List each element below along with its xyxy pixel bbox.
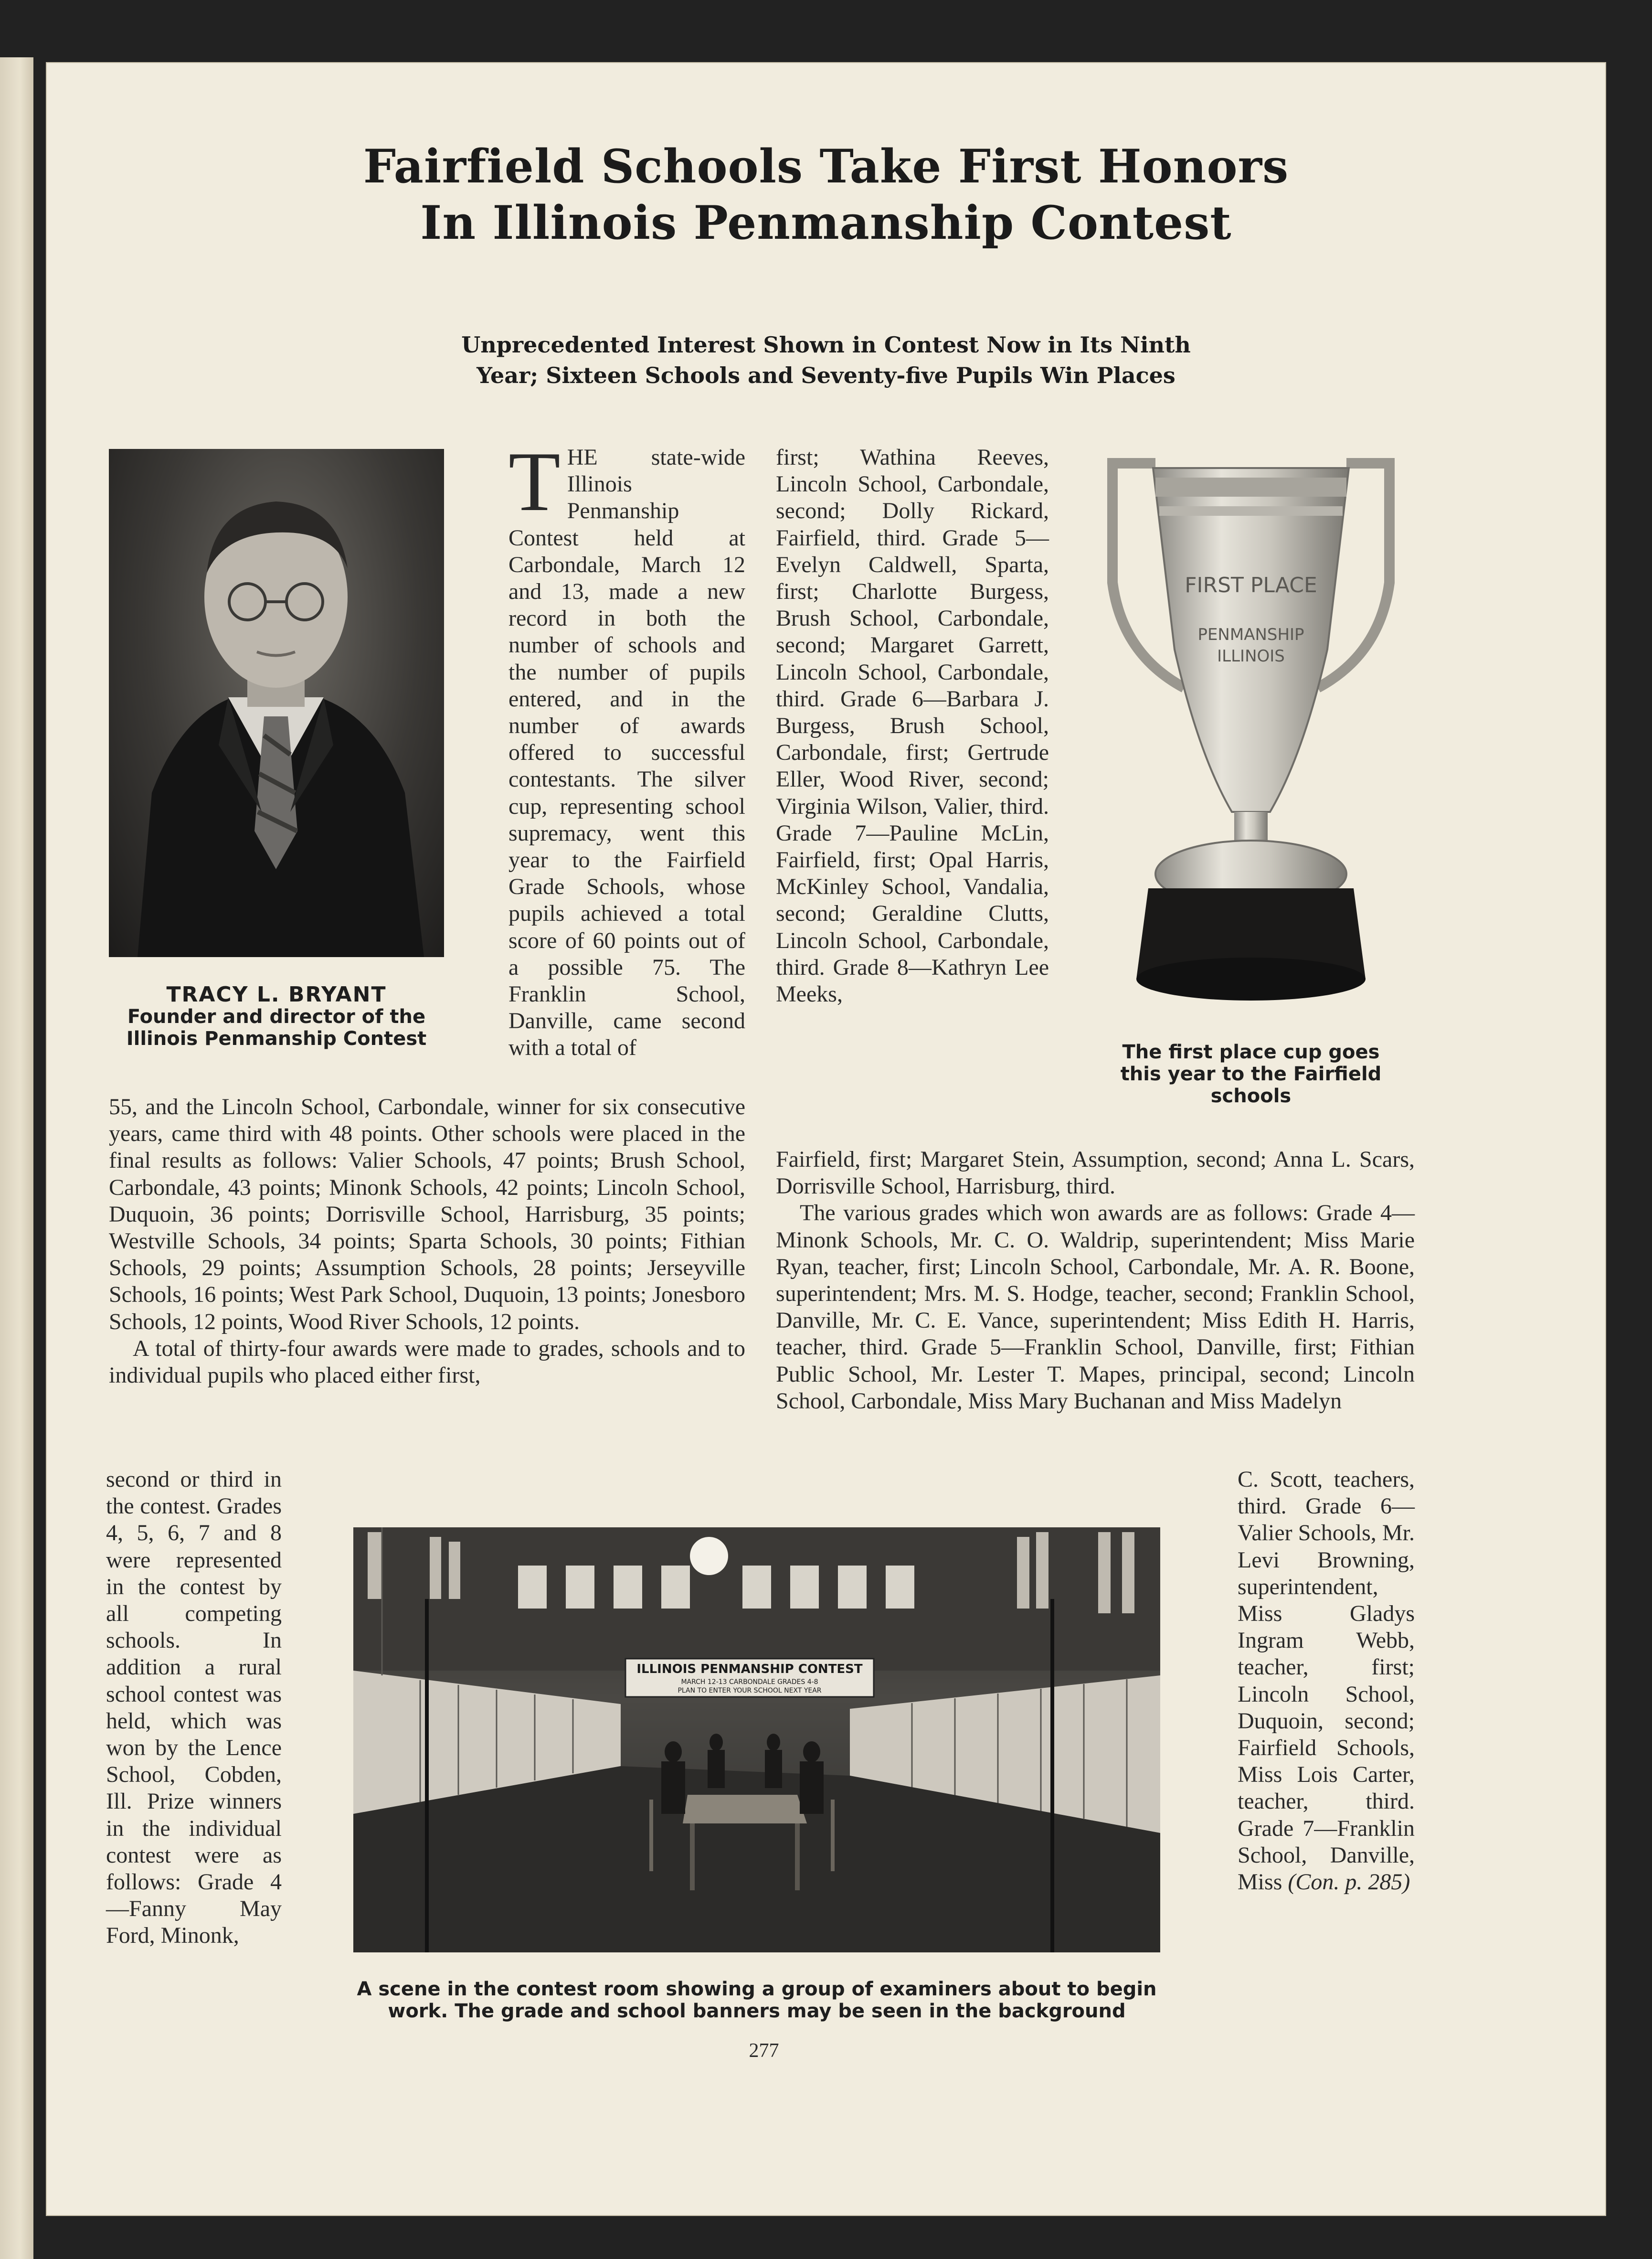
- body-paragraph-individual: second or third in the contest. Grades 4, 5, 6, 7 and 8 were represented in the contest by all competing schools. In addition a rural school contest was held, which was won by the Lence School, Cobden, Ill. Prize winners in the individual contest were as follows: Grade 4—Fanny May Ford, Minonk,: [106, 1467, 282, 1949]
- room-photo-caption: [353, 1978, 1160, 2022]
- trophy-caption-line-2: this year to the Fairfield: [1120, 1063, 1382, 1085]
- room-banner-title: ILLINOIS PENMANSHIP CONTEST: [636, 1662, 863, 1676]
- portrait-photo: [109, 449, 444, 957]
- room-banner-line-2: MARCH 12-13 CARBONDALE GRADES 4-8: [681, 1678, 818, 1686]
- body-paragraph-opening: HE state-wide Illinois Penmanship Contest held at Carbondale, March 12 and 13, made a new record in both the number of schools and the number of pupils entered, and in the number of awards offered to successful contestants. The silver cup, representing school supremacy, went this year to the Fairfield Grade Schools, whose pupils achieved a total score of 60 points out of a possible 75. The Franklin School, Danville, came second with a total of: [508, 445, 745, 1061]
- room-caption-line-2: work. The grade and school banners may be seen in the background: [388, 2000, 1126, 2022]
- portrait-caption-line-1: Founder and director of the: [127, 1006, 426, 1028]
- room-banner-line-3: PLAN TO ENTER YOUR SCHOOL NEXT YEAR: [678, 1687, 822, 1694]
- trophy-engraving-line-3: ILLINOIS: [1217, 647, 1285, 666]
- article-subheadline: [46, 330, 1606, 391]
- article-headline: [46, 139, 1606, 251]
- contest-room-illustration: [353, 1527, 1160, 1952]
- body-paragraph-grades-continued: [1238, 1466, 1415, 1896]
- grades-continued-text: C. Scott, teachers, third. Grade 6—Valier Schools, Mr. Levi Browning, superintendent, Miss Gladys Ingram Webb, teacher, first; Lincoln School, Duquoin, second; Fairfield Schools, Miss Lois Carter, teacher, third. Grade 7—Franklin School, Danville, Miss: [1238, 1467, 1415, 1895]
- page-number: 277: [749, 2040, 779, 2062]
- drop-cap: T: [508, 434, 561, 529]
- body-block-left-wide: [109, 1094, 745, 1389]
- body-paragraph-winners: first; Wathina Reeves, Lincoln School, Carbondale, second; Dolly Rickard, Fairfield, third. Grade 5—Evelyn Caldwell, Sparta, first; Charlotte Burgess, Brush School, Carbondale, second; Margaret Garrett, Lincoln School, Carbondale, third. Grade 6—Barbara J. Burgess, Brush School, Carbondale, first; Gertrude Eller, Wood River, second; Virginia Wilson, Valier, third. Grade 7—Pauline McLin, Fairfield, first; Opal Harris, McKinley School, Vandalia, second; Geraldine Clutts, Lincoln School, Carbondale, third. Grade 8—Kathryn Lee Meeks,: [776, 445, 1049, 1007]
- contest-room-photo: [353, 1527, 1160, 1952]
- body-column-2: [508, 434, 745, 1062]
- body-column-3: [776, 444, 1049, 1008]
- room-caption-line-1: A scene in the contest room showing a group of examiners about to begin: [357, 1978, 1157, 2000]
- trophy-cup-icon: [1103, 449, 1399, 1041]
- portrait-caption-line-2: Illinois Penmanship Contest: [126, 1028, 427, 1050]
- body-block-right-wide: [776, 1146, 1415, 1415]
- trophy-caption-line-1: The first place cup goes: [1122, 1041, 1380, 1063]
- trophy-engraving-line-1: FIRST PLACE: [1185, 573, 1317, 597]
- body-column-right-narrow: [1238, 1466, 1415, 1896]
- body-paragraph-grade8: Fairfield, first; Margaret Stein, Assumption, second; Anna L. Scars, Dorrisville School, Harrisburg, third.: [776, 1147, 1415, 1199]
- trophy-caption-line-3: schools: [1210, 1085, 1292, 1107]
- portrait-caption: [109, 984, 444, 1050]
- body-paragraph-awards: A total of thirty-four awards were made to grades, schools and to individual pupils who placed either first,: [109, 1335, 745, 1388]
- portrait-name: TRACY L. BRYANT: [166, 982, 387, 1007]
- portrait-illustration: [109, 449, 444, 957]
- body-column-left-narrow: [106, 1466, 282, 1950]
- body-paragraph-standings: 55, and the Lincoln School, Carbondale, winner for six consecutive years, came third with 48 points. Other schools were placed in the final results as follows: Valier Schools, 47 points; Brush School, Carbondale, 43 points; Minonk Schools, 42 points; Lincoln School, Duquoin, 36 points; Dorrisville School, Harrisburg, 35 points; Westville Schools, 34 points; Sparta Schools, 30 points; Fithian Schools, 29 points; Assumption Schools, 28 points; Jerseyville Schools, 16 points; West Park School, Duquoin, 13 points; Jonesboro Schools, 12 points, Wood River Schools, 12 points.: [109, 1094, 745, 1334]
- body-paragraph-grades: The various grades which won awards are as follows: Grade 4—Minonk Schools, Mr. C. O. Waldrip, superintendent; Miss Marie Ryan, teacher, first; Lincoln School, Carbondale, Mr. A. R. Boone, superintendent; Mrs. M. S. Hodge, teacher, second; Franklin School, Danville, Mr. C. E. Vance, superintendent; Miss Edith H. Harris, teacher, third. Grade 5—Franklin School, Danville, first; Fithian Public School, Mr. Lester T. Mapes, principal, second; Lincoln School, Carbondale, Miss Mary Buchanan and Miss Madelyn: [776, 1200, 1415, 1414]
- headline-line-2: In Illinois Penmanship Contest: [420, 196, 1232, 250]
- trophy-engraving-line-2: PENMANSHIP: [1197, 625, 1304, 644]
- headline-line-1: Fairfield Schools Take First Honors: [363, 139, 1289, 193]
- facing-page-edge: [0, 57, 33, 2259]
- subhead-line-2: Year; Sixteen Schools and Seventy-five Pupils Win Places: [477, 362, 1175, 388]
- trophy-photo: [1103, 449, 1399, 1041]
- continued-label: (Con. p. 285): [1288, 1869, 1410, 1895]
- trophy-caption: [1093, 1041, 1408, 1107]
- subhead-line-1: Unprecedented Interest Shown in Contest Now in Its Ninth: [461, 332, 1191, 358]
